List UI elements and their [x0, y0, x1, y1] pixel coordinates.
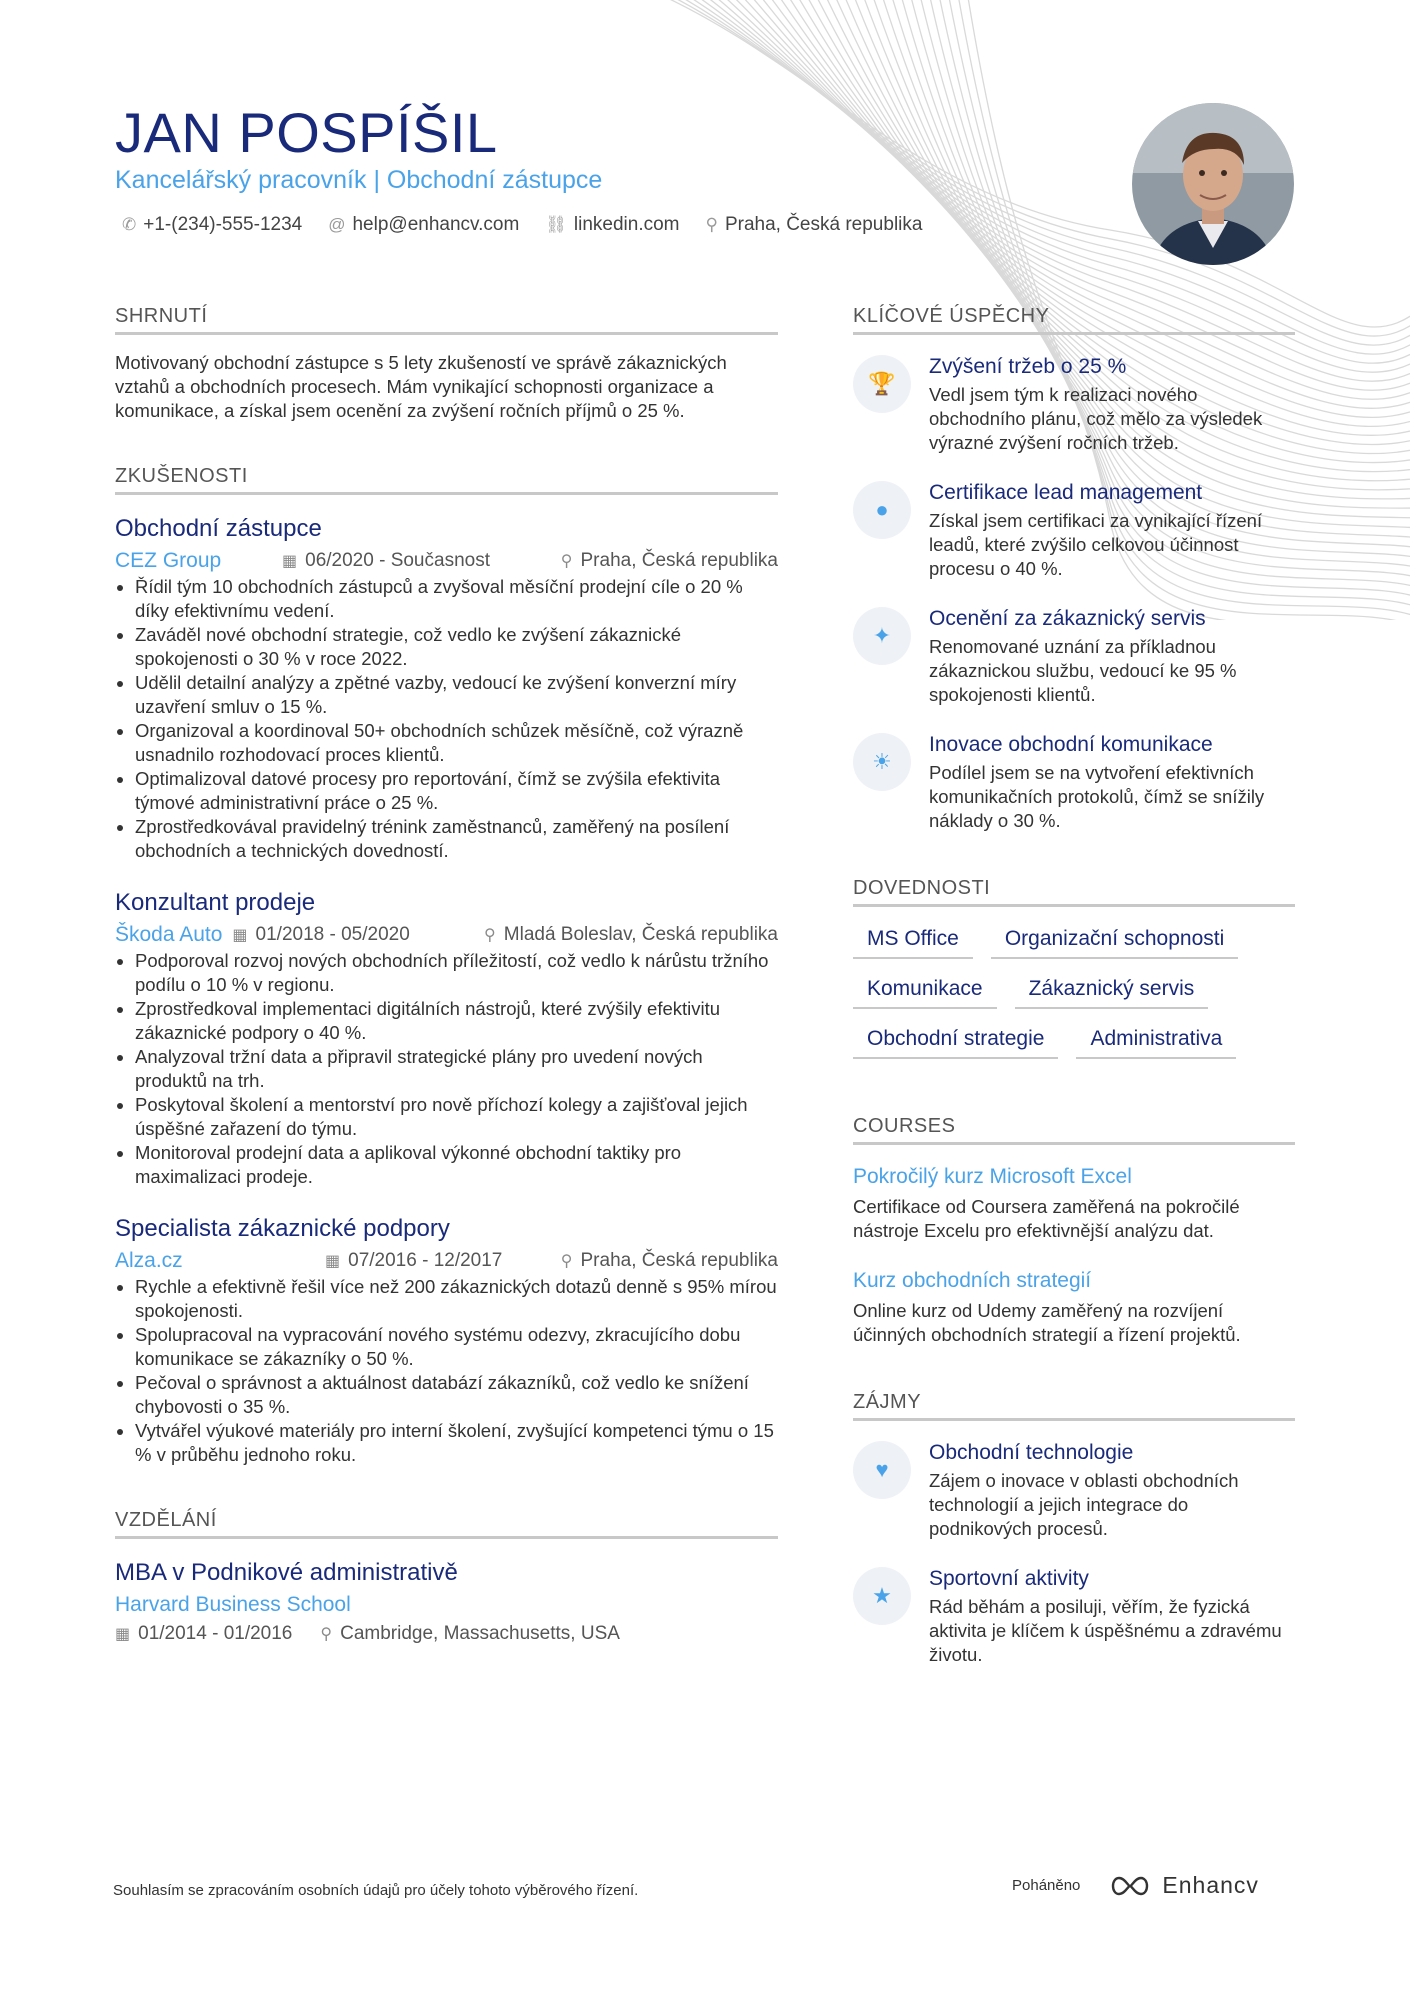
list-item: • Zaváděl nové obchodní strategie, což vedlo ke zvýšení zákaznické spokojenosti o 30 % v roce 2022. — [135, 623, 778, 671]
job-meta — [115, 1249, 778, 1273]
job-role: Konzultant prodeje — [115, 889, 316, 916]
powered-by-label: Poháněno — [1012, 1877, 1081, 1894]
brain-icon: ● — [853, 481, 911, 539]
left-column — [115, 305, 778, 1647]
job-entry — [115, 889, 778, 1189]
job-bullets — [115, 1275, 778, 1467]
list-item: • Zprostředkoval implementaci digitálních nástrojů, které zvýšily efektivitu zákaznické podpory o 40 %. — [135, 997, 778, 1045]
list-item: • Monitoroval prodejní data a aplikoval výkonné obchodní taktiky pro maximalizaci prodeje. — [135, 1141, 778, 1189]
job-company: Škoda Auto — [115, 923, 223, 946]
calendar-icon: ▦ — [115, 1626, 131, 1643]
list-item: • Řídil tým 10 obchodních zástupců a zvyšoval měsíční prodejní cíle o 20 % díky efektivnímu vedení. — [135, 575, 778, 623]
brand-name: Enhancv — [1162, 1872, 1259, 1898]
education-dates-text: 01/2014 - 01/2016 — [138, 1623, 293, 1644]
list-item: • Spolupracoval na vypracování nového systému odezvy, zkracujícího dobu komunikace se zákazníky o 50 %. — [135, 1323, 778, 1371]
job-bullets — [115, 949, 778, 1189]
interest-title: Obchodní technologie — [929, 1441, 1134, 1464]
course-text: Online kurz od Udemy zaměřený na rozvíjení účinných obchodních strategií a řízení projektů. — [853, 1300, 1241, 1345]
job-location-text: Mladá Boleslav, Česká republika — [503, 924, 778, 945]
lightbulb-icon: ☀ — [853, 733, 911, 791]
courses-heading: COURSES — [853, 1115, 1295, 1145]
trophy-icon: 🏆 — [853, 355, 911, 413]
achievement-item — [853, 607, 1295, 707]
contact-location-text: Praha, Česká republika — [724, 214, 923, 235]
achievement-title: Ocenění za zákaznický servis — [929, 607, 1206, 630]
achievement-item — [853, 481, 1295, 581]
contact-location — [706, 214, 923, 236]
achievement-text: Podílel jsem se na vytvoření efektivních komunikačních protokolů, čímž se snížily náklady o 30 %. — [929, 762, 1265, 831]
interests-heading: ZÁJMY — [853, 1391, 1295, 1421]
location-icon: ⚲ — [560, 553, 573, 570]
list-item: • Optimalizoval datové procesy pro reportování, čímž se zvýšila efektivita týmové administrativní práce o 25 %. — [135, 767, 778, 815]
contact-phone-text: +1-(234)-555-1234 — [143, 214, 303, 235]
experience-heading: ZKUŠENOSTI — [115, 465, 778, 495]
job-dates — [232, 924, 462, 946]
job-company: CEZ Group — [115, 549, 222, 572]
skills-list — [853, 927, 1295, 1059]
calendar-icon: ▦ — [232, 927, 248, 944]
job-entry — [115, 1215, 778, 1467]
skill-tag: MS Office — [853, 927, 973, 959]
achievement-item — [853, 355, 1295, 455]
job-location — [561, 1250, 778, 1272]
job-location — [561, 550, 778, 572]
job-dates-text: 07/2016 - 12/2017 — [348, 1250, 503, 1271]
list-item: • Rychle a efektivně řešil více než 200 zákaznických dotazů denně s 95% mírou spokojenosti. — [135, 1275, 778, 1323]
job-dates-text: 01/2018 - 05/2020 — [255, 924, 410, 945]
interest-text: Rád běhám a posiluji, věřím, že fyzická aktivita je klíčem k úspěšnému a zdravému životu. — [929, 1596, 1282, 1665]
skill-tag: Organizační schopnosti — [991, 927, 1238, 959]
list-item: • Udělil detailní analýzy a zpětné vazby, vedoucí ke zvýšení konverzní míry uzavření smluv o 15 %. — [135, 671, 778, 719]
location-icon: ⚲ — [484, 927, 496, 944]
education-dates — [115, 1623, 292, 1645]
magic-wand-icon: ✦ — [853, 607, 911, 665]
location-icon: ⚲ — [705, 215, 718, 234]
calendar-icon: ▦ — [325, 1253, 341, 1270]
list-item: • Analyzoval tržní data a připravil strategické plány pro uvedení nových produktů na trh. — [135, 1045, 778, 1093]
skill-tag: Komunikace — [853, 977, 997, 1009]
phone-icon: ✆ — [122, 215, 137, 234]
summary-heading: SHRNUTÍ — [115, 305, 778, 335]
location-icon: ⚲ — [560, 1253, 573, 1270]
interest-item — [853, 1441, 1295, 1541]
skill-tag: Zákaznický servis — [1015, 977, 1209, 1009]
job-location-text: Praha, Česká republika — [580, 550, 778, 571]
list-item: • Podporoval rozvoj nových obchodních příležitostí, což vedlo k nárůstu tržního podílu o 10 % v regionu. — [135, 949, 778, 997]
location-icon: ⚲ — [320, 1626, 333, 1643]
avatar — [1132, 103, 1294, 265]
course-title: Pokročilý kurz Microsoft Excel — [853, 1165, 1132, 1188]
job-location-text: Praha, Česká republika — [580, 1250, 778, 1271]
achievements-heading: KLÍČOVÉ ÚSPĚCHY — [853, 305, 1295, 335]
contact-linkedin[interactable] — [545, 214, 679, 236]
powered-by — [1012, 1872, 1259, 1899]
job-location — [484, 924, 778, 946]
consent-text: Souhlasím se zpracováním osobních údajů pro účely tohoto výběrového řízení. — [113, 1882, 639, 1899]
job-bullets — [115, 575, 778, 863]
contact-linkedin-text: linkedin.com — [573, 214, 680, 235]
interest-text: Zájem o inovace v oblasti obchodních technologií a jejich integrace do podnikových procesů. — [929, 1470, 1239, 1539]
interest-title: Sportovní aktivity — [929, 1567, 1089, 1590]
heart-icon: ♥ — [853, 1441, 911, 1499]
achievement-title: Certifikace lead management — [929, 481, 1203, 504]
achievement-item — [853, 733, 1295, 833]
infinity-logo-icon — [1108, 1875, 1152, 1897]
job-role: Obchodní zástupce — [115, 515, 322, 542]
job-dates-text: 06/2020 - Současnost — [305, 550, 490, 571]
contact-email[interactable] — [328, 214, 519, 236]
job-dates — [325, 1250, 525, 1272]
achievement-text: Vedl jsem tým k realizaci nového obchodního plánu, což mělo za výsledek výrazné zvýšení ročních tržeb. — [929, 384, 1263, 453]
school-name: Harvard Business School — [115, 1593, 351, 1616]
contact-email-text: help@enhancv.com — [352, 214, 520, 235]
enhancv-logo[interactable] — [1108, 1872, 1259, 1899]
skill-tag: Administrativa — [1076, 1027, 1236, 1059]
job-company: Alza.cz — [115, 1249, 183, 1272]
right-column — [853, 305, 1295, 1693]
education-entry — [115, 1559, 778, 1645]
course-text: Certifikace od Coursera zaměřená na pokročilé nástroje Excelu pro efektivnější analýzu dat. — [853, 1196, 1240, 1241]
course-title: Kurz obchodních strategií — [853, 1269, 1092, 1292]
list-item: • Poskytoval školení a mentorství pro nově příchozí kolegy a zajišťoval jejich úspěšné zařazení do týmu. — [135, 1093, 778, 1141]
candidate-subtitle: Kancelářský pracovník | Obchodní zástupce — [115, 166, 603, 194]
at-icon: @ — [328, 215, 346, 234]
contact-bar — [122, 214, 922, 236]
list-item: • Pečoval o správnost a aktuálnost databází zákazníků, což vedlo ke snížení chybovosti o 35 %. — [135, 1371, 778, 1419]
candidate-name: JAN POSPÍŠIL — [115, 101, 498, 164]
calendar-icon: ▦ — [282, 553, 298, 570]
achievement-text: Získal jsem certifikaci za vynikající řízení leadů, které zvýšilo celkovou účinnost procesu o 40 %. — [929, 510, 1263, 579]
link-icon: ⛓ — [545, 215, 567, 234]
job-meta — [115, 549, 778, 573]
job-role: Specialista zákaznické podpory — [115, 1215, 450, 1242]
summary-text: Motivovaný obchodní zástupce s 5 lety zkušeností ve správě zákaznických vztahů a obchodních procesech. Mám vynikající schopnosti organizace a komunikace, a získal jsem ocenění za zvýšení ročních příjmů o 25 %. — [115, 352, 727, 421]
list-item: • Organizoval a koordinoval 50+ obchodních schůzek měsíčně, což výrazně usnadnilo rozhodovací proces klientů. — [135, 719, 778, 767]
star-icon: ★ — [853, 1567, 911, 1625]
skills-heading: DOVEDNOSTI — [853, 877, 1295, 907]
wave-line — [669, 0, 1410, 345]
course-item — [853, 1165, 1295, 1243]
education-meta — [115, 1623, 778, 1645]
achievement-title: Zvýšení tržeb o 25 % — [929, 355, 1127, 378]
job-entry — [115, 515, 778, 863]
achievement-text: Renomované uznání za příkladnou zákaznickou službu, vedoucí ke 95 % spokojenosti klientů. — [929, 636, 1237, 705]
education-location-text: Cambridge, Massachusetts, USA — [340, 1623, 620, 1644]
skill-tag: Obchodní strategie — [853, 1027, 1058, 1059]
job-meta — [115, 923, 778, 947]
job-dates — [282, 550, 537, 572]
list-item: • Vytvářel výukové materiály pro interní školení, zvyšující kompetenci týmu o 15 % v průběhu jednoho roku. — [135, 1419, 778, 1467]
achievement-title: Inovace obchodní komunikace — [929, 733, 1213, 756]
interest-item — [853, 1567, 1295, 1667]
contact-phone[interactable] — [122, 214, 302, 236]
course-item — [853, 1269, 1295, 1347]
degree-title: MBA v Podnikové administrativě — [115, 1559, 458, 1586]
education-location — [320, 1623, 620, 1645]
education-heading: VZDĚLÁNÍ — [115, 1509, 778, 1539]
list-item: • Zprostředkovával pravidelný trénink zaměstnanců, zaměřený na posílení obchodních a technických dovedností. — [135, 815, 778, 863]
